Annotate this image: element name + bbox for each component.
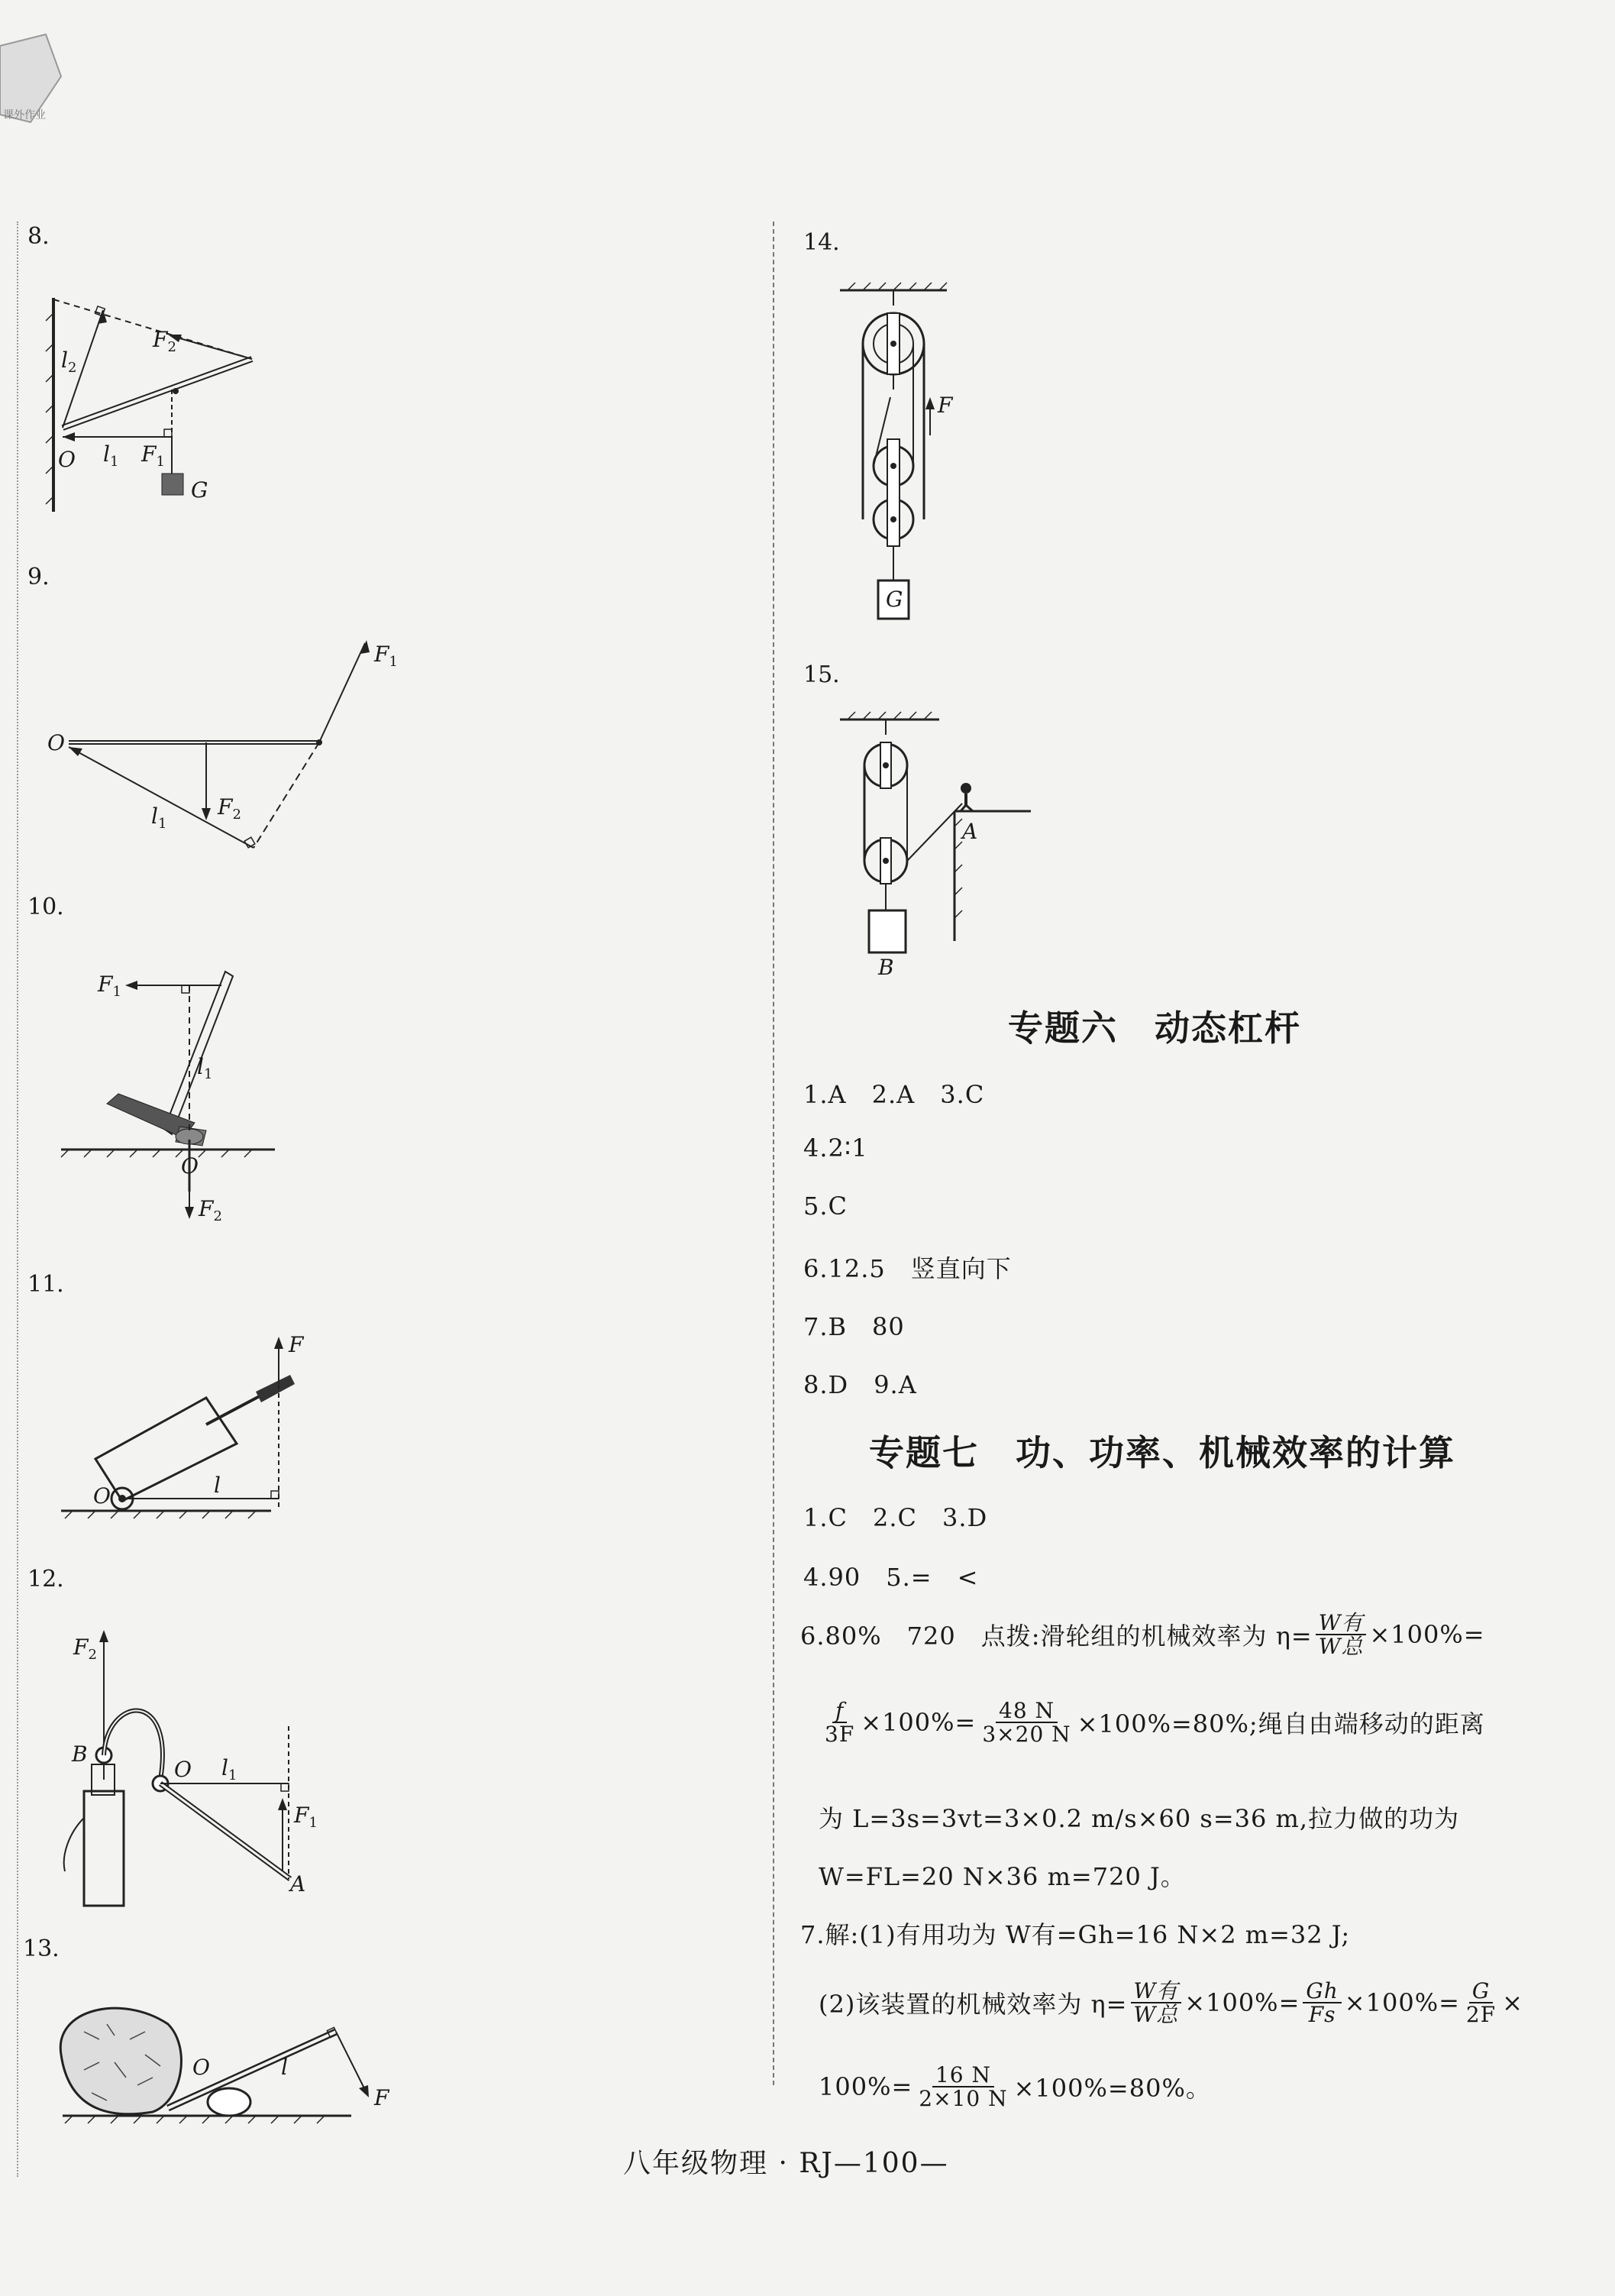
q10-figure <box>61 962 290 1230</box>
q9-label-O: O <box>47 730 65 755</box>
q6-t2: ×100%= <box>861 1708 977 1738</box>
q7-frac-G-2F: $\frac{G}{2F}$ <box>1465 1978 1497 2028</box>
q12-label-F2: $F_2$ <box>73 1635 97 1663</box>
s6-answer-5: 7.B 80 <box>803 1312 905 1341</box>
q9-label-F2: $F_2$ <box>218 794 241 823</box>
publisher-logo <box>0 31 69 130</box>
logo-text: 课外作业 <box>3 109 46 121</box>
q10-number: 10. <box>27 894 64 920</box>
s6-answer-6: 8.D 9.A <box>803 1370 917 1399</box>
s7-q6-line2 <box>819 1699 1485 1746</box>
q12-number: 12. <box>27 1566 64 1593</box>
q7-lead2: (2)该装置的机械效率为 η= <box>819 1990 1128 2020</box>
q7-t3: × <box>1502 1988 1523 2018</box>
section7-title: 专题七 功、功率、机械效率的计算 <box>869 1432 1455 1473</box>
q10-label-F1: $F_1$ <box>98 972 121 1000</box>
q7-t2: ×100%= <box>1344 1988 1460 2018</box>
q9-label-l1: $l_1$ <box>151 804 167 832</box>
q14-label-G: G <box>886 587 903 612</box>
q14-label-F: F <box>938 393 953 418</box>
q14-figure <box>840 283 985 634</box>
q11-label-F: F <box>289 1332 304 1357</box>
column-divider <box>773 222 774 2085</box>
q13-figure <box>53 1978 405 2131</box>
q6-t1: ×100%= <box>1369 1620 1485 1650</box>
q8-number: 8. <box>27 223 50 250</box>
q13-label-l: l <box>281 2055 288 2080</box>
q7-frac-efficiency: $\frac{\text{W有}}{\text{W总}}$ <box>1131 1980 1182 2026</box>
q15-number: 15. <box>803 661 840 688</box>
q14-number: 14. <box>803 229 840 256</box>
q12-label-F1: $F_1$ <box>294 1803 318 1831</box>
section6-title: 专题六 动态杠杆 <box>1008 1007 1301 1049</box>
s7-q7-line1: 7.解:(1)有用功为 W有=Gh=16 N×2 m=32 J; <box>800 1920 1351 1949</box>
s7-q7-line3 <box>819 2064 1211 2110</box>
s6-answer-1: 1.A 2.A 3.C <box>803 1080 985 1109</box>
s7-q6-line3: 为 L=3s=3vt=3×0.2 m/s×60 s=36 m,拉力做的功为 <box>819 1804 1460 1833</box>
q7-t4: ×100%=80%。 <box>1013 2074 1211 2104</box>
left-margin-line <box>17 222 18 2177</box>
q12-label-A: A <box>290 1871 306 1897</box>
q11-label-l: l <box>214 1473 221 1498</box>
s6-answer-2: 4.2∶1 <box>803 1133 868 1163</box>
q6-t3: ×100%=80%;绳自由端移动的距离 <box>1077 1709 1485 1739</box>
q10-label-l1: $l_1$ <box>197 1054 213 1082</box>
q12-label-B: B <box>72 1741 88 1767</box>
q7-lead3: 100%= <box>819 2072 913 2102</box>
q9-figure <box>46 634 405 855</box>
q8-label-F2: $F_2$ <box>153 327 176 355</box>
page-footer: 八年级物理 · RJ—100— <box>623 2148 949 2179</box>
q10-label-O: O <box>181 1153 199 1179</box>
q8-label-O: O <box>58 447 76 472</box>
q13-label-O: O <box>192 2055 210 2080</box>
q8-label-G: G <box>191 477 208 503</box>
q11-figure <box>61 1332 321 1528</box>
q6-frac-efficiency: $\frac{\text{W有}}{\text{W总}}$ <box>1316 1612 1367 1658</box>
q13-number: 13. <box>23 1935 60 1962</box>
q11-number: 11. <box>27 1271 64 1298</box>
s7-q6-line4: W=FL=20 N×36 m=720 J。 <box>819 1862 1186 1891</box>
s7-q7-line2 <box>819 1980 1523 2026</box>
s7-q6-line1 <box>800 1612 1485 1658</box>
s7-answer-2: 4.90 5.= < <box>803 1563 979 1592</box>
q7-frac-16: $\frac{16 N}{2\times 10 N}$ <box>919 2062 1008 2112</box>
s6-answer-4: 6.12.5 竖直向下 <box>803 1254 1012 1283</box>
q9-label-F1: $F_1$ <box>374 642 398 670</box>
q8-label-F1: $F_1$ <box>141 441 165 470</box>
q7-t1: ×100%= <box>1184 1988 1300 2018</box>
q8-label-l2: $l_2$ <box>61 348 77 376</box>
s6-answer-3: 5.C <box>803 1192 848 1221</box>
q12-figure <box>61 1627 336 1910</box>
q15-label-A: A <box>962 819 978 844</box>
q7-frac-Gh-Fs: $\frac{Gh}{Fs}$ <box>1303 1980 1341 2026</box>
q6-frac-48: $\frac{48 N}{3\times 20 N}$ <box>982 1698 1071 1748</box>
q11-label-O: O <box>93 1483 111 1509</box>
q6-frac-f-3F: $\frac{f}{3F}$ <box>825 1698 855 1748</box>
q13-label-F: F <box>374 2085 389 2110</box>
q15-label-B: B <box>878 955 894 980</box>
q9-number: 9. <box>27 564 50 590</box>
q10-label-F2: $F_2$ <box>199 1196 222 1224</box>
q8-label-l1: $l_1$ <box>103 441 119 470</box>
q8-figure <box>46 290 298 512</box>
q12-label-O: O <box>174 1757 192 1782</box>
s7-answer-1: 1.C 2.C 3.D <box>803 1503 988 1532</box>
q6-lead: 6.80% 720 点拨:滑轮组的机械效率为 η= <box>800 1622 1313 1651</box>
q12-label-l1: $l_1$ <box>221 1755 237 1783</box>
q15-figure <box>840 712 1038 979</box>
